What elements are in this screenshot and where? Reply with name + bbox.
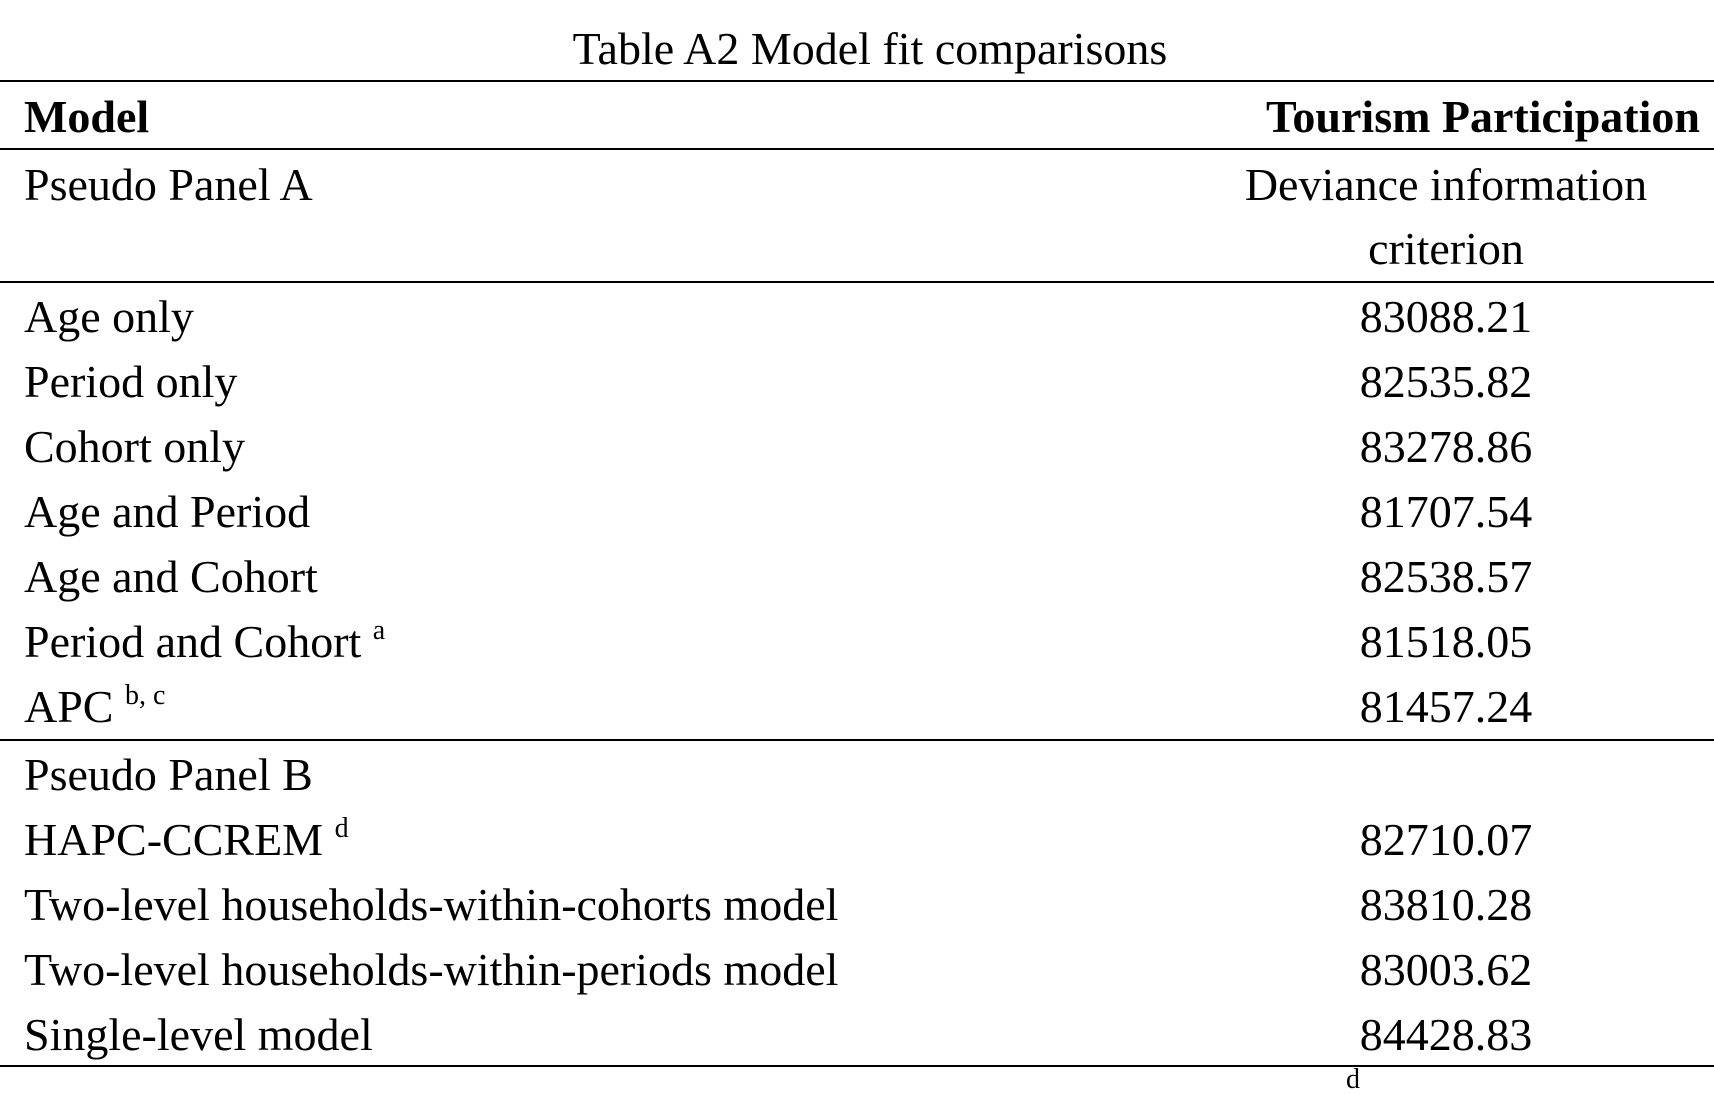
panel-b-rule [0,739,1714,741]
top-rule [0,80,1714,82]
table-row-label: Age and Cohort [24,551,318,602]
table-row-value: 82710.07 [1359,814,1533,865]
table-row-label: Age only [24,291,194,342]
table-row-label: HAPC-CCREM $^d$ [24,813,349,865]
table-row-label: Two-level households-within-cohorts model [24,879,839,930]
table-row-label: Period only [24,356,238,407]
panel-a-label: Pseudo Panel A [24,159,313,210]
table-row-value: 82535.82 [1359,356,1533,407]
table-row-value: 83278.86 [1359,421,1533,472]
footnote-fragment: d [1346,1064,1360,1095]
table-row-label: Cohort only [24,421,246,472]
table-row-value: 81518.05 [1359,616,1533,667]
header-model: Model [24,91,150,142]
header-tourism-participation: Tourism Participation [1265,91,1700,142]
table-row-value: 81457.24 [1359,681,1533,732]
header-rule [0,148,1714,150]
table-caption: Table A2 Model fit comparisons [572,23,1168,74]
table-row-label: Period and Cohort $^a$ [24,615,386,667]
table-row-value: 84428.83 [1359,1009,1533,1060]
table-row-label: Age and Period [24,486,311,537]
table-row-value: 83003.62 [1359,944,1533,995]
table-row-value: 83810.28 [1359,879,1533,930]
table-row-value: 83088.21 [1359,291,1533,342]
table-row-label: APC $^{b, c}$ [24,680,166,732]
panel-a-rule [0,281,1714,283]
panel-a-metric-label: Deviance information criterion [1244,159,1648,274]
panel-b-label: Pseudo Panel B [24,749,313,800]
table-row-label: Single-level model [24,1009,373,1060]
table-row-value: 81707.54 [1359,486,1533,537]
table-row-value: 82538.57 [1359,551,1533,602]
bottom-rule [0,1065,1714,1067]
table-row-label: Two-level households-within-periods model [24,944,839,995]
